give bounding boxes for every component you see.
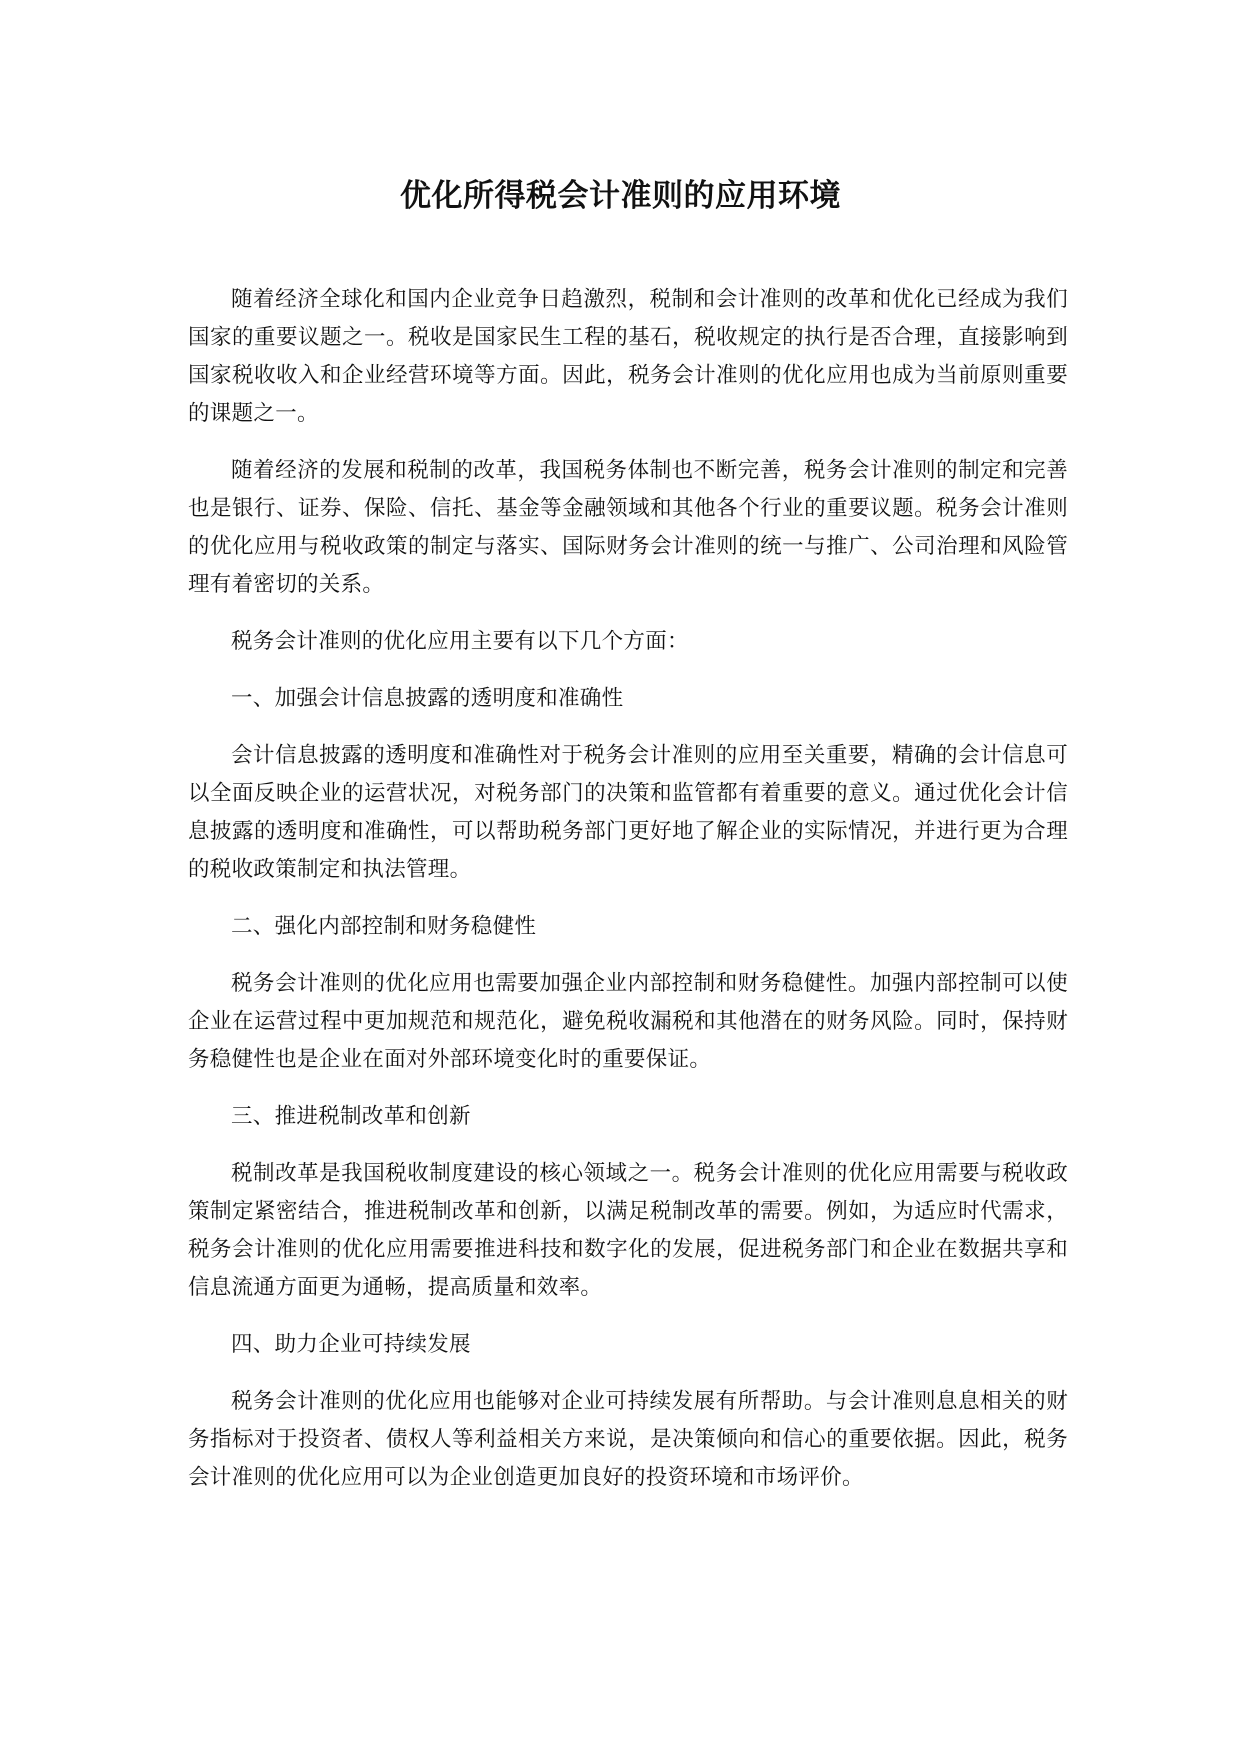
section-heading-3: 三、推进税制改革和创新 [231,1104,471,1129]
paragraph-section-2: 税务会计准则的优化应用也需要加强企业内部控制和财务稳健性。加强内部控制可以使企业在运营过程中更加规范和规范化，避免税收漏税和其他潜在的财务风险。同时，保持财务稳健性也是企业在面对外部环境变化时的重要保证。 [188,971,1068,1072]
section-heading-1: 一、加强会计信息披露的透明度和准确性 [231,686,624,711]
document-body [188,281,1068,1516]
section-heading-4: 四、助力企业可持续发展 [231,1332,471,1357]
paragraph-section-1: 会计信息披露的透明度和准确性对于税务会计准则的应用至关重要，精确的会计信息可以全面反映企业的运营状况，对税务部门的决策和监管都有着重要的意义。通过优化会计信息披露的透明度和准确性，可以帮助税务部门更好地了解企业的实际情况，并进行更为合理的税收政策制定和执法管理。 [188,743,1068,882]
paragraph-intro-2: 随着经济的发展和税制的改革，我国税务体制也不断完善，税务会计准则的制定和完善也是银行、证券、保险、信托、基金等金融领域和其他各个行业的重要议题。税务会计准则的优化应用与税收政策的制定与落实、国际财务会计准则的统一与推广、公司治理和风险管理有着密切的关系。 [188,458,1068,597]
section-heading-2: 二、强化内部控制和财务稳健性 [231,914,537,939]
paragraph-aspects-lead: 税务会计准则的优化应用主要有以下几个方面： [231,629,689,654]
paragraph-intro-1: 随着经济全球化和国内企业竞争日趋激烈，税制和会计准则的改革和优化已经成为我们国家的重要议题之一。税收是国家民生工程的基石，税收规定的执行是否合理，直接影响到国家税收收入和企业经营环境等方面。因此，税务会计准则的优化应用也成为当前原则重要的课题之一。 [188,287,1068,426]
paragraph-section-4: 税务会计准则的优化应用也能够对企业可持续发展有所帮助。与会计准则息息相关的财务指标对于投资者、债权人等利益相关方来说，是决策倾向和信心的重要依据。因此，税务会计准则的优化应用可以为企业创造更加良好的投资环境和市场评价。 [188,1389,1068,1490]
paragraph-section-3: 税制改革是我国税收制度建设的核心领域之一。税务会计准则的优化应用需要与税收政策制定紧密结合，推进税制改革和创新，以满足税制改革的需要。例如，为适应时代需求，税务会计准则的优化应用需要推进科技和数字化的发展，促进税务部门和企业在数据共享和信息流通方面更为通畅，提高质量和效率。 [188,1161,1068,1300]
document-title: 优化所得税会计准则的应用环境 [400,178,841,214]
